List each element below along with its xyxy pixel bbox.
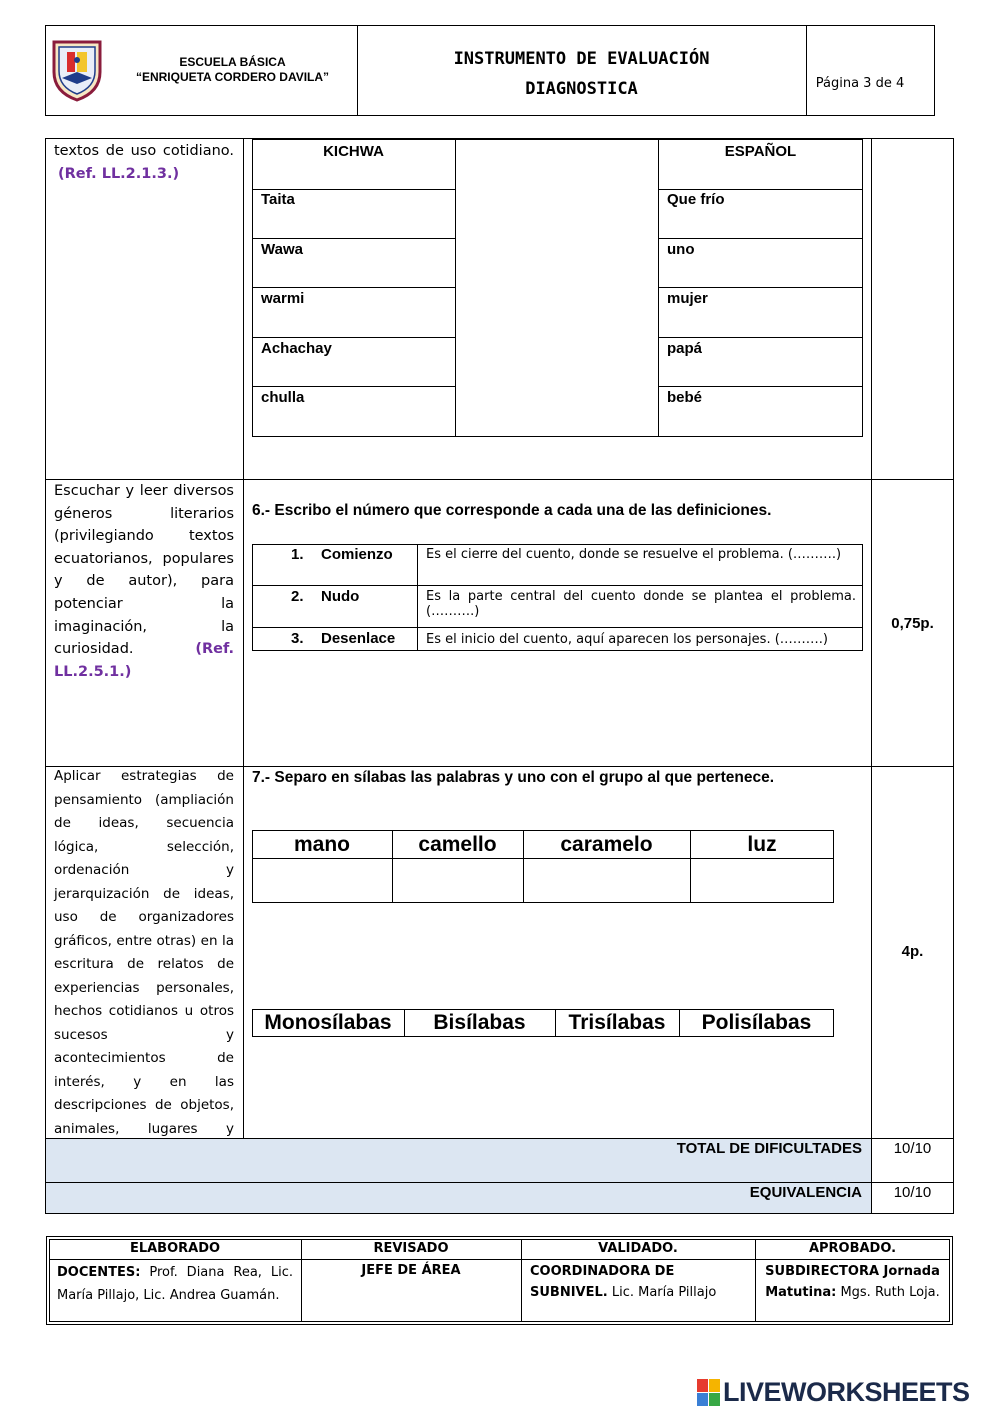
kichwa-word: Taita (261, 191, 295, 208)
elaborado-cell (57, 1261, 293, 1307)
skill-description-3 (54, 765, 234, 1188)
match-divider (252, 189, 455, 190)
word: caramelo (560, 833, 653, 856)
part-number: 3. (291, 630, 304, 647)
score-section-3: 4p. (901, 943, 924, 960)
espanol-word: Que frío (667, 191, 725, 208)
footer-header: VALIDADO. (598, 1241, 678, 1256)
aprobado-name: Mgs. Ruth Loja. (840, 1285, 940, 1300)
aprobado-role: SUBDIRECTORA Jornada (765, 1264, 940, 1279)
kichwa-word: warmi (261, 290, 305, 307)
word: luz (747, 833, 777, 856)
equivalence-value: 10/10 (893, 1184, 932, 1201)
liveworksheets-logo[interactable] (697, 1377, 997, 1411)
syllable-group: Polisílabas (701, 1011, 812, 1034)
elaborado-names: Prof. Diana Rea, Lic. María Pillajo, Lic. Andrea Guamán. (57, 1265, 293, 1303)
footer-header: APROBADO. (808, 1241, 897, 1256)
score-section-2: 0,75p. (891, 615, 934, 632)
page-number: Página 3 de 4 (815, 76, 905, 91)
school-logo-icon (50, 38, 104, 102)
match-divider (658, 386, 863, 387)
espanol-word: bebé (667, 389, 703, 406)
validado-name: Lic. María Pillajo (611, 1285, 717, 1300)
instruction-7: 7.- Separo en sílabas las palabras y uno con el grupo al que pertenece. (252, 769, 775, 786)
equivalence-label: EQUIVALENCIA (749, 1184, 862, 1201)
part-label: Comienzo (321, 546, 393, 563)
match-divider (455, 139, 456, 437)
match-divider (252, 386, 455, 387)
part-label: Nudo (321, 588, 360, 605)
elaborado-role: DOCENTES: (57, 1265, 141, 1280)
header-divider (806, 25, 807, 116)
kichwa-espanol-table (252, 139, 863, 437)
document-title-line1: INSTRUMENTO DE EVALUACIÓN (453, 49, 710, 69)
kichwa-word: Achachay (261, 340, 332, 357)
liveworksheets-icon (697, 1379, 721, 1407)
part-number: 2. (291, 588, 304, 605)
footer-header: REVISADO (373, 1241, 449, 1256)
aprobado-role-2: Matutina: (765, 1285, 837, 1300)
skill-description-1 (54, 140, 234, 185)
part-label: Desenlace (321, 630, 396, 647)
words-divider (252, 858, 834, 859)
parts-divider (252, 585, 863, 586)
espanol-word: uno (667, 241, 695, 258)
skill-text: Escuchar y leer diversos géneros literarios (privilegiando textos ecuatorianos, populares y de autor), para potenciar la imaginación, la curiosidad. (54, 483, 234, 658)
table-divider (871, 138, 872, 1214)
instruction-6: 6.- Escribo el número que corresponde a cada una de las definiciones. (252, 502, 772, 519)
school-name-line1: ESCUELA BÁSICA (179, 55, 286, 69)
word: camello (418, 833, 497, 856)
aprobado-cell (755, 1261, 950, 1303)
espanol-word: papá (667, 340, 703, 357)
document-title-line2: DIAGNOSTICA (525, 79, 638, 99)
validado-cell (530, 1261, 750, 1303)
match-divider (252, 337, 455, 338)
header-divider (357, 25, 358, 116)
skill-description-2 (54, 480, 234, 683)
syllable-group: Bisílabas (433, 1011, 526, 1034)
footer-header: ELABORADO (129, 1241, 221, 1256)
word: mano (293, 833, 350, 856)
skill-text: Aplicar estrategias de pensamiento (ampliación de ideas, secuencia lógica, selección, ordenación y jerarquización de ideas, uso de organizadores gráficos, entre otras) en la escritura de relatos de experiencias personales, hechos cotidianos u otros sucesos y acontecimientos de interés, y en las descripciones de objetos, animales, lugares y (54, 768, 234, 1137)
match-divider (658, 139, 659, 437)
revisado-cell: JEFE DE ÁREA (361, 1263, 461, 1278)
total-label: TOTAL DE DIFICULTADES (676, 1140, 862, 1157)
skill-text: textos de uso cotidiano. (54, 143, 234, 159)
syllable-group: Trisílabas (568, 1011, 666, 1034)
part-number: 1. (291, 546, 304, 563)
total-value: 10/10 (893, 1140, 932, 1157)
parts-divider (417, 544, 418, 651)
definition: Es el cierre del cuento, donde se resuelve el problema. (……….) (426, 547, 842, 562)
espanol-word: mujer (667, 290, 708, 307)
match-divider (252, 238, 455, 239)
school-name-line2: “ENRIQUETA CORDERO DAVILA” (135, 70, 330, 84)
match-divider (252, 287, 455, 288)
definition: Es el inicio del cuento, aquí aparecen los personajes. (……….) (426, 632, 828, 647)
skill-ref: (Ref. LL.2.5.1.) (54, 641, 234, 680)
definition: Es la parte central del cuento donde se plantea el problema. (……….) (426, 589, 856, 619)
signatures-divider (49, 1259, 950, 1260)
skill-ref: (Ref. LL.2.1.3.) (58, 165, 180, 182)
parts-divider (252, 627, 863, 628)
syllable-group: Monosílabas (264, 1011, 392, 1034)
match-divider (658, 238, 863, 239)
match-divider (658, 287, 863, 288)
kichwa-word: chulla (261, 389, 305, 406)
validado-role: COORDINADORA DE SUBNIVEL. (530, 1264, 675, 1300)
table-divider (243, 138, 244, 1138)
liveworksheets-text: LIVEWORKSHEETS (723, 1377, 970, 1407)
match-divider (658, 337, 863, 338)
kichwa-header: KICHWA (323, 143, 384, 160)
match-divider (658, 189, 863, 190)
kichwa-word: Wawa (261, 241, 303, 258)
espanol-header: ESPAÑOL (724, 143, 797, 160)
